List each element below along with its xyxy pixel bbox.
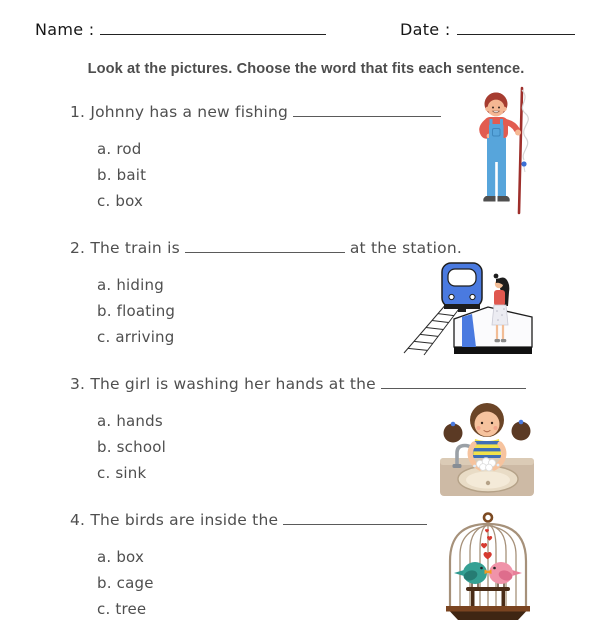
question-1-sentence — [70, 103, 446, 123]
question-1 — [70, 103, 446, 218]
question-1-option-b[interactable]: b. bait — [97, 166, 147, 184]
question-2-text: 2. The train is — [70, 239, 180, 257]
girl-sink-illustration — [438, 390, 536, 502]
date-field — [400, 20, 575, 39]
birdcage-icon — [438, 511, 538, 620]
question-2-option-b[interactable]: b. floating — [97, 302, 176, 320]
birdcage-illustration — [438, 511, 538, 620]
name-field — [35, 20, 326, 39]
cage-base-rim — [446, 606, 530, 612]
question-4-option-c[interactable]: c. tree — [97, 600, 147, 618]
question-4-option-a[interactable]: a. box — [97, 548, 145, 566]
question-4-answer-blank[interactable] — [283, 511, 427, 525]
question-4-options — [97, 548, 432, 620]
question-3-text: 3. The girl is washing her hands at the — [70, 375, 376, 393]
name-label: Name : — [35, 20, 95, 39]
question-3-answer-blank[interactable] — [381, 375, 526, 389]
question-3-option-b[interactable]: b. school — [97, 438, 166, 456]
fishing-boy-illustration — [474, 86, 534, 216]
question-1-text: 1. Johnny has a new fishing — [70, 103, 289, 121]
instruction-text: Look at the pictures. Choose the word that fits each sentence. — [87, 61, 525, 77]
question-3-option-c[interactable]: c. sink — [97, 464, 147, 482]
question-2-answer-blank[interactable] — [185, 239, 345, 253]
question-1-options — [97, 140, 446, 218]
question-1-option-a[interactable]: a. rod — [97, 140, 142, 158]
train-icon — [442, 263, 482, 312]
question-2-text-after: at the station. — [349, 239, 462, 257]
question-1-answer-blank[interactable] — [293, 103, 441, 117]
date-label: Date : — [400, 20, 451, 39]
question-2-option-a[interactable]: a. hiding — [97, 276, 164, 294]
cage-base — [450, 612, 526, 620]
fishing-boy-icon — [474, 86, 534, 216]
hearts — [481, 529, 492, 559]
question-4 — [70, 511, 432, 620]
date-input-line[interactable] — [457, 21, 575, 35]
question-4-sentence — [70, 511, 432, 531]
question-2-sentence — [70, 239, 462, 259]
question-4-text: 4. The birds are inside the — [70, 511, 279, 529]
question-2-option-c[interactable]: c. arriving — [97, 328, 175, 346]
question-4-option-b[interactable]: b. cage — [97, 574, 154, 592]
question-1-option-c[interactable]: c. box — [97, 192, 144, 210]
name-input-line[interactable] — [100, 21, 326, 35]
train-station-illustration — [402, 257, 534, 357]
question-3-option-a[interactable]: a. hands — [97, 412, 163, 430]
train-station-icon — [402, 257, 534, 357]
girl-sink-icon — [438, 390, 536, 502]
